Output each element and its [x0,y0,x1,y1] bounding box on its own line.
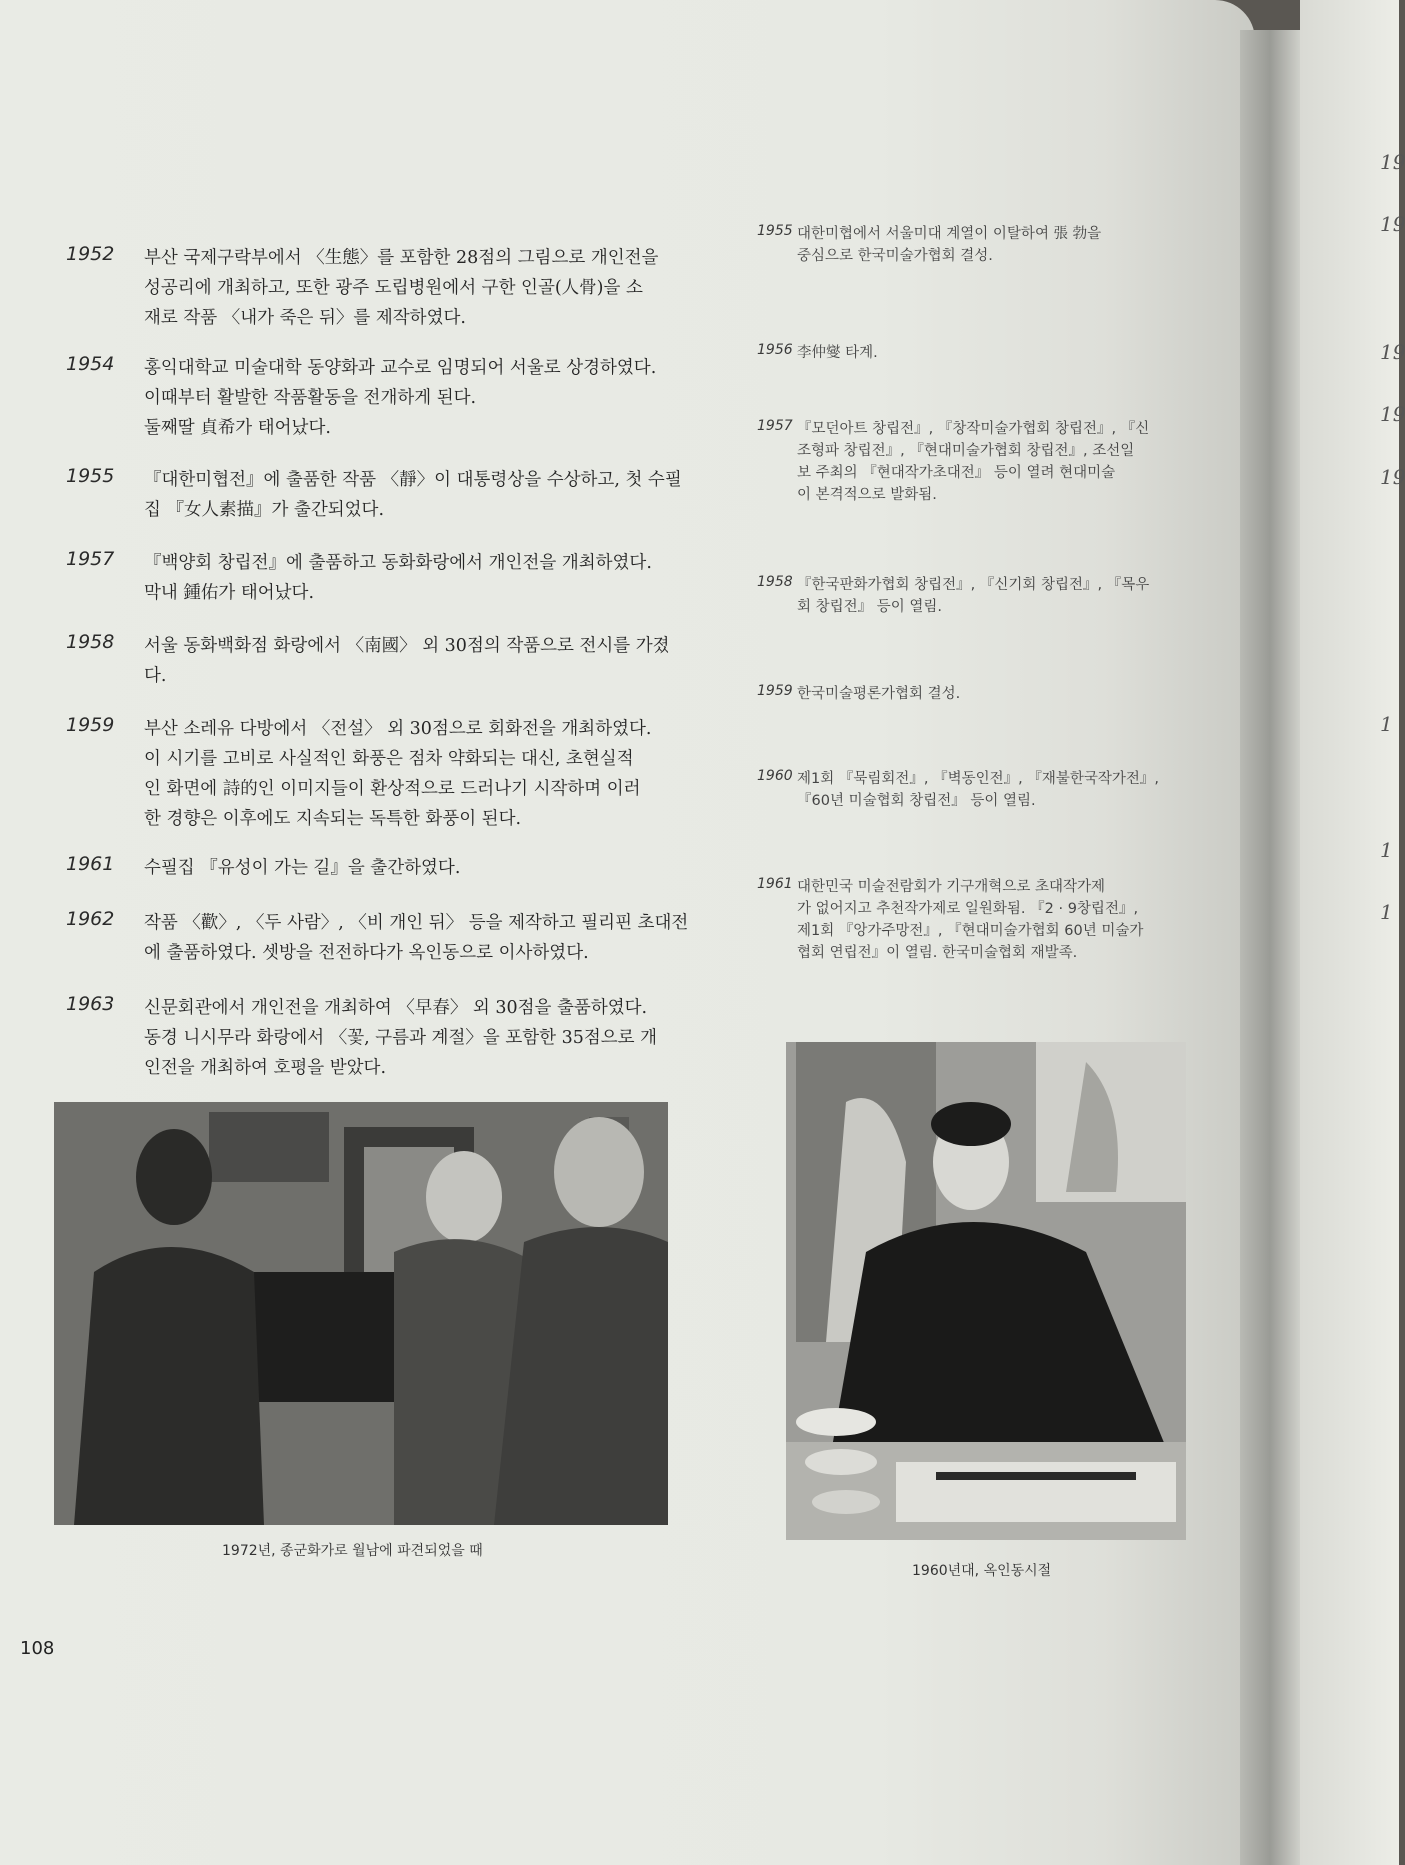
entry-year: 1955 [66,465,115,487]
entry-text: 대한미협에서 서울미대 계열이 이탈하여 張 勃을 중심으로 한국미술가협회 결성. [797,226,1102,264]
entry-text: 李仲燮 타계. [797,345,878,361]
photo-caption: 1960년대, 옥인동시절 [912,1563,1052,1579]
entry-text: 제1회 『묵림회전』, 『벽동인전』, 『재불한국작가전』, 『60년 미술협회 창립전』 등이 열림. [797,771,1159,809]
entry-year: 1961 [66,853,115,875]
edge-year: 19 [1380,150,1405,174]
entry-year: 1956 [757,342,793,358]
edge-year: 19 [1380,340,1405,364]
entry-year: 1957 [66,548,115,570]
entry-text: 『한국판화가협회 창립전』, 『신기회 창립전』, 『목우 회 창립전』 등이 열림. [797,577,1150,615]
entry-year: 1959 [66,714,115,736]
entry-text: 작품 〈歡〉, 〈두 사람〉, 〈비 개인 뒤〉 등을 제작하고 필리핀 초대전 에 출품하였다. 셋방을 전전하다가 옥인동으로 이사하였다. [144,913,689,963]
edge-year: 19 [1380,212,1405,236]
next-page-edge [1300,0,1399,1865]
edge-year: 1 [1380,900,1393,924]
entry-text: 부산 소레유 다방에서 〈전설〉 외 30점으로 회화전을 개최하였다. 이 시기를 고비로 사실적인 화풍은 점차 약화되는 대신, 초현실적 인 화면에 詩的인 이미지들이 환상적으로 드러나기 시작하며 이러 한 경향은 이후에도 지속되는 독특한 화풍이 된다. [144,719,652,829]
edge-year: 1 [1380,838,1393,862]
edge-year: 19 [1380,465,1405,489]
entry-year: 1958 [66,631,115,653]
entry-year: 1952 [66,243,115,265]
entry-year: 1958 [757,574,793,590]
entry-text: 한국미술평론가협회 결성. [797,686,961,702]
photo-okindong-1960s-image [786,1042,1186,1540]
entry-year: 1962 [66,908,115,930]
entry-text: 부산 국제구락부에서 〈生態〉를 포함한 28점의 그림으로 개인전을 성공리에 개최하고, 또한 광주 도립병원에서 구한 인골(人骨)을 소 재로 작품 〈내가 죽은 뒤〉를 제작하였다. [144,248,659,328]
entry-text: 『백양회 창립전』에 출품하고 동화화랑에서 개인전을 개최하였다. 막내 鍾佑가 태어났다. [144,553,652,603]
entry-year: 1960 [757,768,793,784]
entry-text: 대한민국 미술전람회가 기구개혁으로 초대작가제 가 없어지고 추천작가제로 일원화됨. 『2 · 9창립전』, 제1회 『앙가주망전』, 『현대미술가협회 60년 미술가 협회 연립전』이 열림. 한국미술협회 재발족. [797,879,1144,961]
entry-year: 1955 [757,223,793,239]
photo-caption: 1972년, 종군화가로 월남에 파견되었을 때 [222,1543,483,1559]
entry-year: 1961 [757,876,793,892]
book-gutter [1240,30,1300,1865]
photo-okindong-1960s [786,1042,1186,1540]
entry-year: 1957 [757,418,793,434]
photo-vietnam-1972-image [54,1102,668,1525]
entry-year: 1954 [66,353,115,375]
entry-text: 『대한미협전』에 출품한 작품 〈靜〉이 대통령상을 수상하고, 첫 수필 집 『女人素描』가 출간되었다. [144,470,682,520]
entry-year: 1963 [66,993,115,1015]
entry-text: 홍익대학교 미술대학 동양화과 교수로 임명되어 서울로 상경하였다. 이때부터 활발한 작품활동을 전개하게 된다. 둘째딸 貞希가 태어났다. [144,358,657,438]
edge-year: 1 [1380,712,1393,736]
entry-year: 1959 [757,683,793,699]
entry-text: 『모던아트 창립전』, 『창작미술가협회 창립전』, 『신 조형파 창립전』, 『현대미술가협회 창립전』, 조선일 보 주최의 『현대작가초대전』 등이 열려 현대미술 이 본격적으로 발화됨. [797,421,1150,503]
page-number: 108 [20,1638,55,1659]
edge-year: 19 [1380,402,1405,426]
photo-vietnam-1972 [54,1102,668,1525]
entry-text: 수필집 『유성이 가는 길』을 출간하였다. [144,858,461,878]
entry-text: 신문회관에서 개인전을 개최하여 〈早春〉 외 30점을 출품하였다. 동경 니시무라 화랑에서 〈꽃, 구름과 계절〉을 포함한 35점으로 개 인전을 개최하여 호평을 받았다. [144,998,658,1078]
entry-text: 서울 동화백화점 화랑에서 〈南國〉 외 30점의 작품으로 전시를 가졌 다. [144,636,670,686]
